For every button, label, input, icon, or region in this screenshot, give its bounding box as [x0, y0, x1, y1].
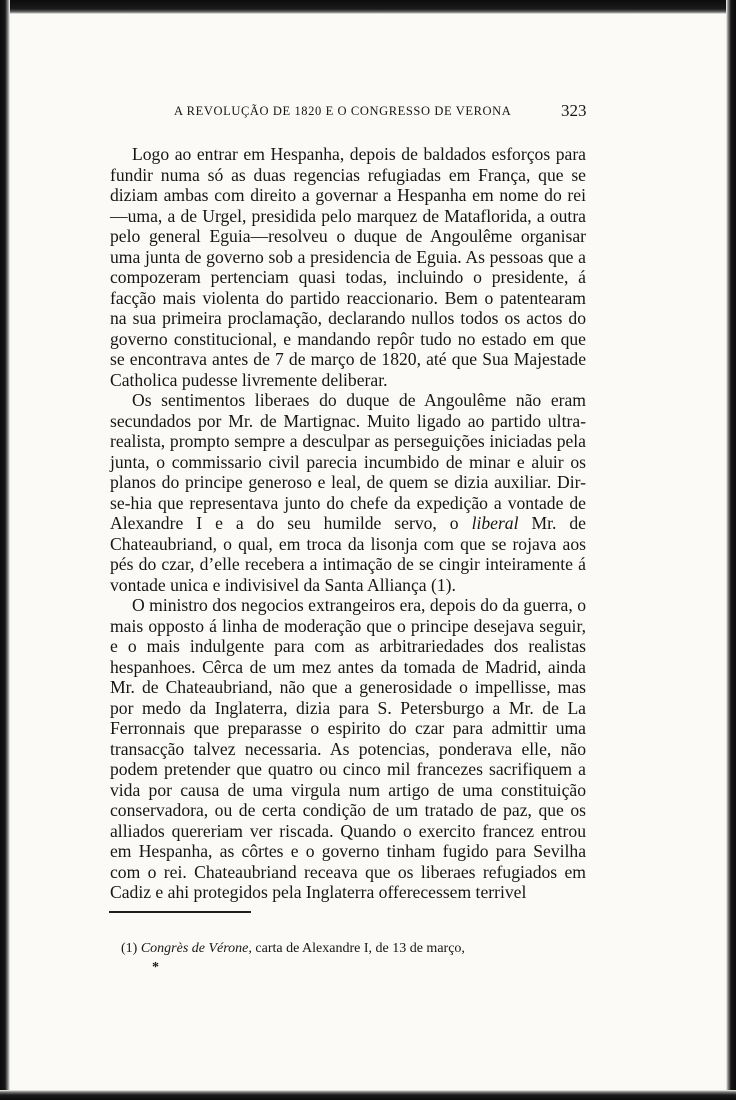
scan-border-left [0, 0, 10, 1100]
page-number: 323 [561, 101, 587, 120]
footnote-separator-rule [109, 911, 251, 913]
footnote-italic-title: Congrès de Vérone, [140, 941, 252, 956]
paragraph-2-text-end: Mr. de Chateaubriand, o qual, em troca da lisonja com que se rojava aos pés do czar, d’elle recebera a intimação de se cingir inteiramente á vontade unica e indivisivel da Santa Alliança (1). [110, 513, 586, 595]
paragraph-2-text-start: Os sentimentos liberaes do duque de Angoulême não eram secundados por Mr. de Martignac. Muito ligado ao partido ultra-realista, prompto sempre a desculpar as perseguições iniciadas pela junta, o commissario civil parecia incumbido de minar e aluir os planos do principe generoso e leal, de quem se dizia auxiliar. Dir-se-hia que representava junto do chefe da expedição a vontade de Alexandre I e a do seu humilde servo, o [110, 390, 586, 533]
paragraph-2 [110, 390, 586, 595]
signature-asterisk: * [152, 960, 159, 975]
running-header-title: A REVOLUÇÃO DE 1820 E O CONGRESSO DE VERONA [174, 104, 512, 118]
main-text-block [110, 144, 586, 903]
scan-border-right [726, 0, 736, 1100]
footnote-marker: (1) [121, 941, 138, 956]
scan-border-bottom [0, 1090, 736, 1100]
paragraph-1-text: Logo ao entrar em Hespanha, depois de baldados esforços para fundir numa só as duas regencias refugiadas em França, que se diziam ambas com direito a governar a Hespanha em nome do rei—uma, a de Urgel, presidida pelo marquez de Mataflorida, a outra pelo general Eguia—resolveu o duque de Angoulême organisar uma junta de governo sob a presidencia de Eguia. As pessoas que a compozeram pertenciam quasi todas, incluindo o presidente, á facção mais violenta do partido reaccionario. Bem o patentearam na sua primeira proclamação, declarando nullos todos os actos do governo constitucional, e mandando repôr tudo no estado em que se encontrava antes de 7 de março de 1820, até que Sua Majestade Catholica pudesse livremente deliberar. [110, 144, 586, 390]
paragraph-2-italic-word: liberal [471, 513, 519, 533]
footnote-text: carta de Alexandre I, de 13 de março, [255, 941, 465, 956]
paragraph-3 [110, 595, 586, 903]
paragraph-1 [110, 144, 586, 390]
paragraph-3-text: O ministro dos negocios extrangeiros era, depois do da guerra, o mais opposto á linha de moderação que o principe desejava seguir, e o mais indulgente para com as arbitrariedades dos realistas hespanhoes. Cêrca de um mez antes da tomada de Madrid, ainda Mr. de Chateaubriand, não que a generosidade o impellisse, mas por medo da Inglaterra, dizia para S. Petersburgo a Mr. de La Ferronnais que preparasse o espirito do czar para admittir uma transacção talvez necessaria. As potencias, ponderava elle, não podem pretender que quatro ou cinco mil francezes sacrifiquem a vida por causa de uma virgula num artigo de uma constituição conservadora, ou de certa condição de um tratado de paz, que os alliados quereriam ver riscada. Quando o exercito francez entrou em Hespanha, as côrtes e o governo tinham fugido para Sevilha com o rei. Chateaubriand receava que os liberaes refugiados em Cadiz e ahi protegidos pela Inglaterra offerecessem terrivel [110, 595, 586, 902]
footnote [121, 940, 591, 958]
scan-border-top [0, 0, 736, 14]
